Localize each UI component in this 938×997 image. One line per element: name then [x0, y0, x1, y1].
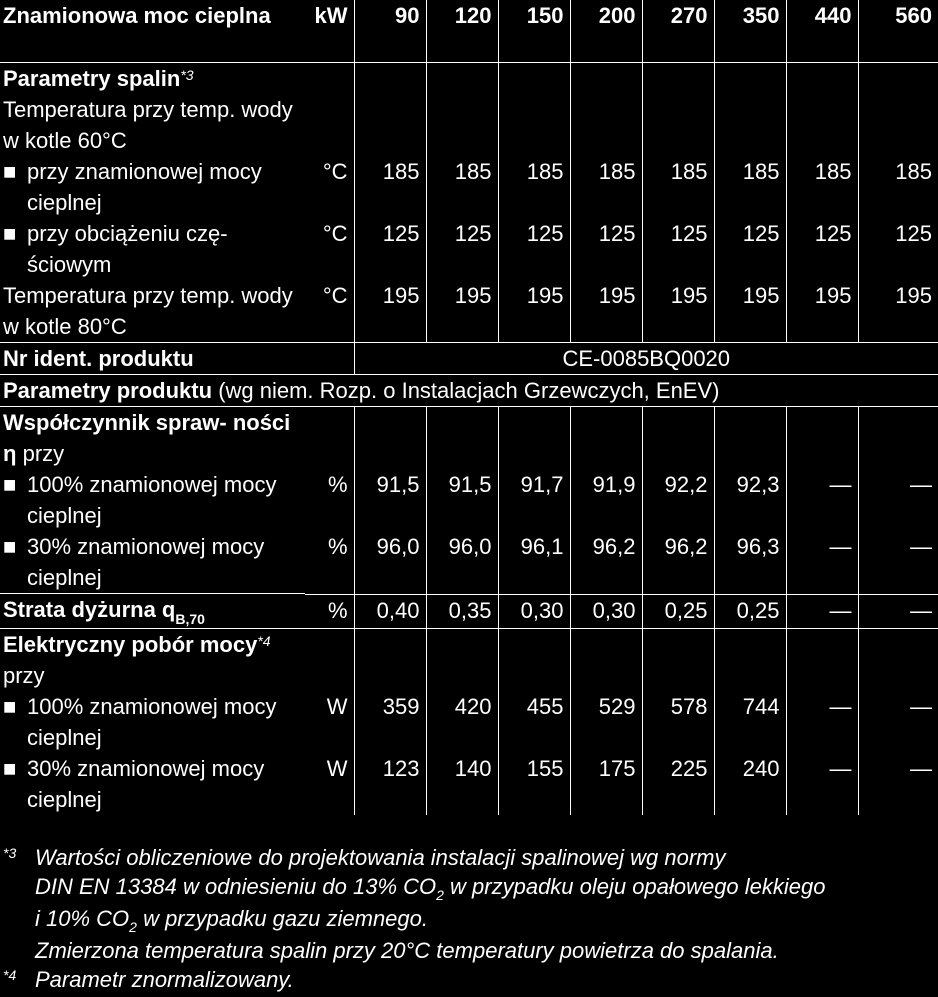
efficiency-full-unit: % [305, 469, 354, 531]
table-cell: 185 [714, 156, 786, 218]
bullet-icon: ■ [3, 694, 17, 719]
table-cell: 578 [642, 691, 714, 753]
table-cell: 96,0 [426, 531, 498, 594]
footnote-3-line1: Wartości obliczeniowe do projektowania instalacji spalinowej wg normy [35, 845, 726, 870]
table-cell: 195 [714, 280, 786, 343]
table-cell: 0,35 [426, 594, 498, 629]
table-cell: 125 [426, 218, 498, 280]
bullet-icon: ■ [3, 756, 17, 781]
bullet-icon: ■ [3, 534, 17, 559]
table-cell: — [786, 531, 858, 594]
efficiency-part-label: 30% znamionowej mocy cieplnej [27, 534, 265, 590]
table-cell: 91,9 [570, 469, 642, 531]
product-params-title: Parametry produktu [3, 378, 213, 403]
table-cell: 420 [426, 691, 498, 753]
electric-full-label: 100% znamionowej mocy cieplnej [27, 694, 277, 750]
header-row [0, 0, 938, 63]
flue-temp80-row [0, 280, 938, 343]
electric-title: Elektryczny pobór mocy [3, 632, 258, 657]
column-header: 440 [814, 3, 852, 28]
header-label: Znamionowa moc cieplna [3, 3, 271, 28]
table-cell: 0,25 [642, 594, 714, 629]
table-cell: — [858, 594, 938, 629]
footnote-3-mark: *3 [3, 845, 17, 861]
column-header: 90 [395, 3, 420, 28]
table-cell: 125 [895, 221, 932, 246]
flue-title-row [0, 63, 938, 95]
table-cell: 175 [570, 753, 642, 815]
table-cell: 91,5 [426, 469, 498, 531]
header-unit: kW [314, 3, 348, 28]
table-cell: 92,2 [642, 469, 714, 531]
table-cell: 125 [498, 218, 570, 280]
table-cell: 240 [714, 753, 786, 815]
table-cell: 0,25 [714, 594, 786, 629]
flue-rated-row [0, 156, 938, 218]
table-cell: 195 [570, 280, 642, 343]
product-params-note: (wg niem. Rozp. o Instalacjach Grzewczych, EnEV) [218, 378, 720, 403]
efficiency-title-row [0, 407, 938, 470]
column-header: 200 [598, 3, 636, 28]
table-cell: 185 [354, 156, 426, 218]
co2-subscript: 2 [436, 887, 444, 903]
flue-temp60-label: Temperatura przy temp. wody w kotle 60°C [3, 97, 293, 153]
table-cell: — [910, 472, 932, 497]
table-cell: 92,3 [714, 469, 786, 531]
table-cell: — [786, 469, 858, 531]
footnote-4-text: Parametr znormalizowany. [35, 967, 294, 992]
efficiency-part-unit: % [305, 531, 354, 594]
flue-rated-label: przy znamionowej mocy cieplnej [27, 159, 262, 215]
footnote-3-line3a: i 10% CO [35, 906, 130, 931]
bullet-icon: ■ [3, 221, 17, 246]
table-cell: 96,2 [642, 531, 714, 594]
table-cell: 0,30 [570, 594, 642, 629]
standby-unit: % [305, 594, 354, 629]
footnote-3-line3b: w przypadku gazu ziemnego. [136, 906, 429, 931]
table-cell: 96,2 [570, 531, 642, 594]
footnotes [0, 843, 929, 994]
table-cell: 125 [642, 218, 714, 280]
flue-partial-row [0, 218, 938, 280]
flue-rated-unit: °C [305, 156, 354, 218]
efficiency-title: Współczynnik spraw- ności η [3, 410, 291, 466]
table-cell: 96,1 [498, 531, 570, 594]
footnote-3-line2b: w przypadku oleju opałowego lekkiego [443, 874, 826, 899]
product-id-row [0, 343, 938, 375]
table-cell: 195 [642, 280, 714, 343]
table-cell: 195 [858, 280, 938, 343]
table-cell: 0,40 [354, 594, 426, 629]
table-cell: 455 [498, 691, 570, 753]
table-cell: 185 [426, 156, 498, 218]
flue-partial-unit: °C [305, 218, 354, 280]
table-cell: — [786, 594, 858, 629]
footnote-4-mark: *4 [3, 967, 17, 983]
flue-temp60-row [0, 94, 938, 156]
column-header: 350 [742, 3, 780, 28]
column-header: 270 [670, 3, 708, 28]
electric-title-sup: *4 [257, 633, 271, 649]
product-params-row [0, 375, 938, 407]
efficiency-full-row [0, 469, 938, 531]
standby-row [0, 594, 938, 629]
table-cell: 155 [498, 753, 570, 815]
table-cell: 125 [714, 218, 786, 280]
table-cell: — [910, 756, 932, 781]
table-cell: 195 [426, 280, 498, 343]
column-header: 560 [895, 3, 932, 28]
efficiency-full-label: 100% znamionowej mocy cieplnej [27, 472, 277, 528]
electric-title-row [0, 629, 938, 692]
table-cell: 96,3 [714, 531, 786, 594]
efficiency-part-row [0, 531, 938, 594]
table-cell: 123 [354, 753, 426, 815]
table-cell: — [786, 753, 858, 815]
table-cell: 125 [354, 218, 426, 280]
column-header: 150 [526, 3, 564, 28]
footnote-3 [0, 843, 929, 965]
table-cell: 185 [642, 156, 714, 218]
table-cell: 185 [786, 156, 858, 218]
table-cell: 96,0 [354, 531, 426, 594]
footnote-3-line2a: DIN EN 13384 w odniesieniu do 13% CO [35, 874, 437, 899]
electric-part-row [0, 753, 938, 815]
table-cell: 185 [498, 156, 570, 218]
table-cell: 0,30 [498, 594, 570, 629]
table-cell: 185 [895, 159, 932, 184]
table-cell: 195 [786, 280, 858, 343]
electric-part-unit: W [305, 753, 354, 815]
electric-part-label: 30% znamionowej mocy cieplnej [27, 756, 265, 812]
table-cell: 185 [570, 156, 642, 218]
electric-full-row [0, 691, 938, 753]
table-cell: 125 [786, 218, 858, 280]
table-cell: 91,5 [354, 469, 426, 531]
product-id-value: CE-0085BQ0020 [354, 343, 938, 375]
electric-full-unit: W [305, 691, 354, 753]
flue-title: Parametry spalin [3, 66, 181, 91]
flue-temp80-label: Temperatura przy temp. wody w kotle 80°C [0, 280, 305, 343]
bullet-icon: ■ [3, 159, 17, 184]
table-cell: 125 [570, 218, 642, 280]
table-cell: 140 [426, 753, 498, 815]
flue-partial-label: przy obciążeniu czę- ściowym [27, 221, 228, 277]
table-cell: 91,7 [498, 469, 570, 531]
table-cell: 195 [498, 280, 570, 343]
standby-label-sub: B,70 [175, 611, 205, 627]
standby-label: Strata dyżurna q [3, 597, 176, 622]
footnote-3-line4: Zmierzona temperatura spalin przy 20°C temperatury powietrza do spalania. [35, 938, 779, 963]
product-id-label: Nr ident. produktu [3, 346, 194, 371]
table-cell: — [786, 691, 858, 753]
table-cell: 359 [354, 691, 426, 753]
table-cell: 195 [354, 280, 426, 343]
table-cell: — [910, 694, 932, 719]
efficiency-title-rest: przy [22, 441, 65, 466]
table-cell: 744 [714, 691, 786, 753]
table-cell: 529 [570, 691, 642, 753]
bullet-icon: ■ [3, 472, 17, 497]
table-cell: — [858, 531, 938, 594]
flue-title-sup: *3 [180, 67, 194, 83]
co2-subscript: 2 [129, 919, 137, 935]
footnote-4 [0, 965, 929, 994]
electric-title-rest: przy [3, 663, 45, 688]
table-cell: 225 [642, 753, 714, 815]
flue-temp80-unit: °C [305, 280, 354, 343]
column-header: 120 [454, 3, 492, 28]
